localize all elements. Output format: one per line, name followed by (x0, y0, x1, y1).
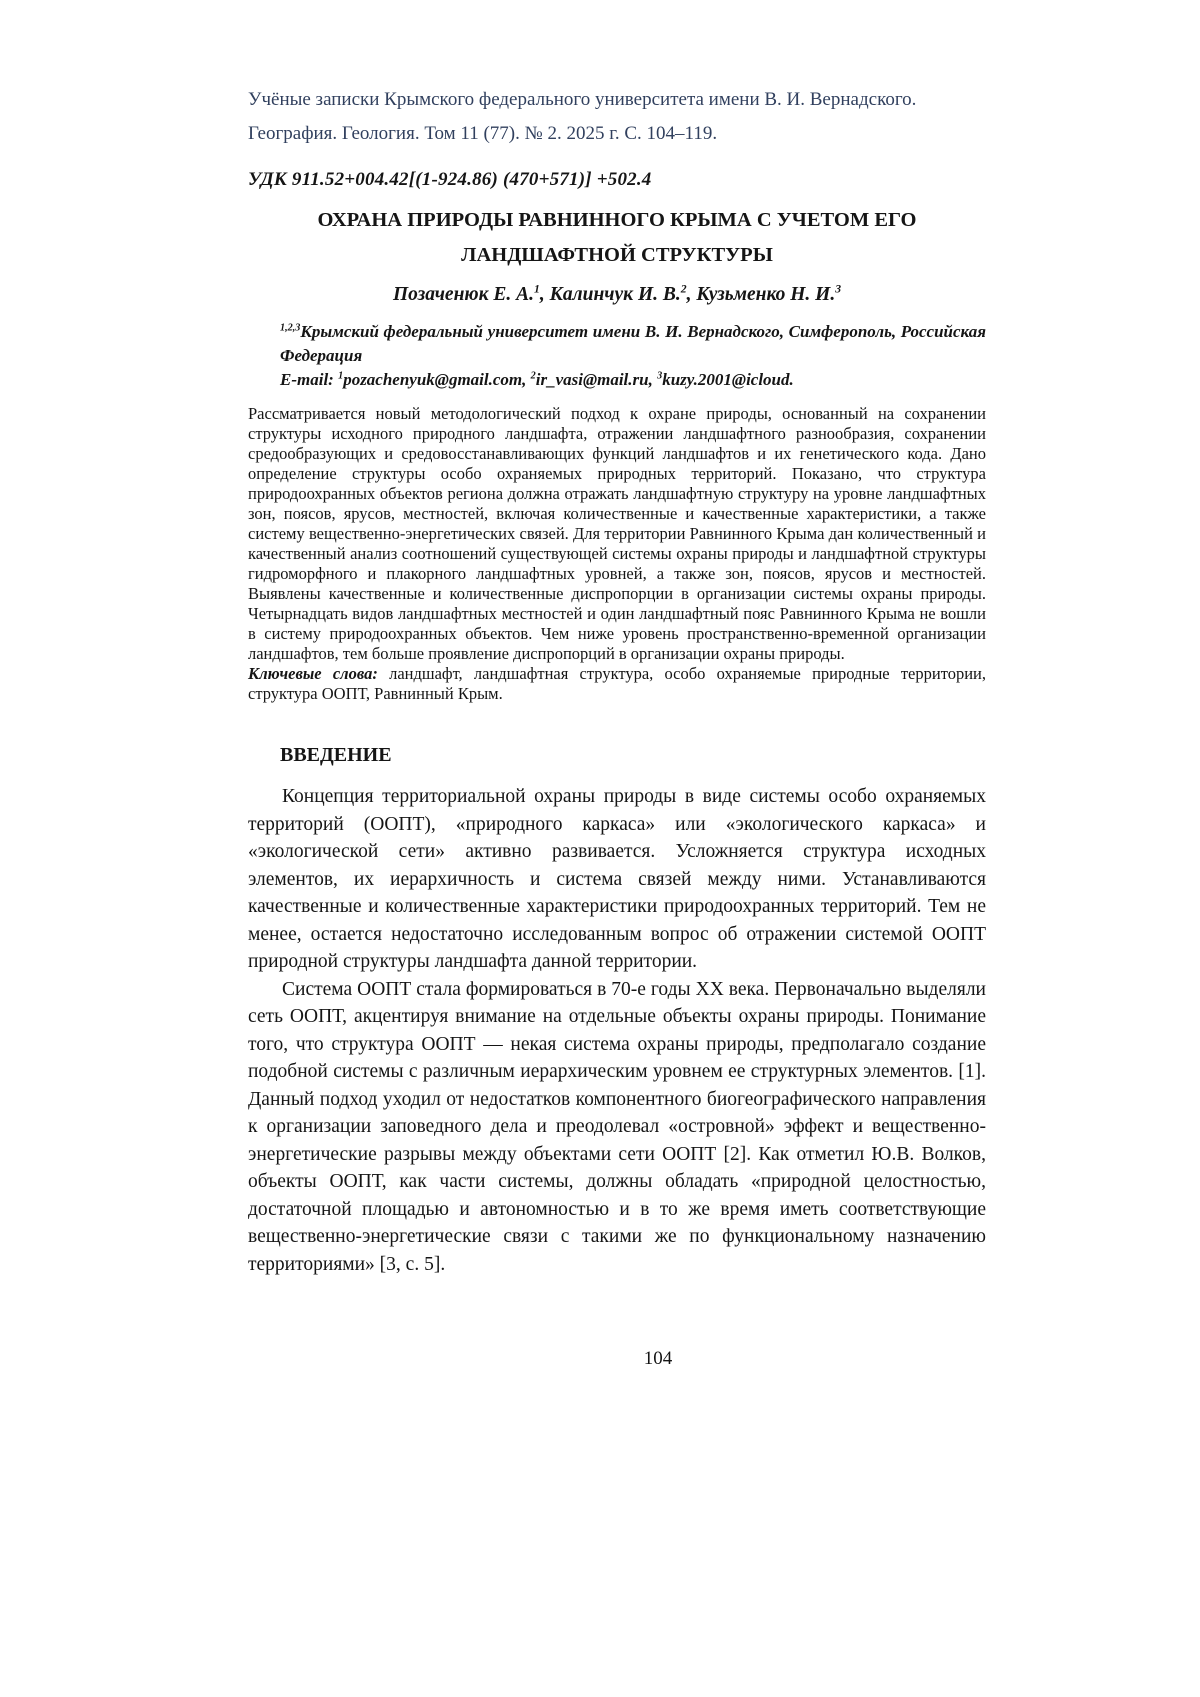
paragraph: Концепция территориальной охраны природы в виде системы особо охраняемых территорий (ООПТ), «природного каркаса» или «экологического каркаса» и «экологической сети» активно развивается. Усложняется структура исходных элементов, их иерархичность и система связей между ними. Устанавливаются качественные и количественные характеристики природоохранных территорий. Тем не менее, остается недостаточно исследованным вопрос об отражении системой ООПТ природной структуры ландшафта данной территории. (248, 786, 986, 972)
author-superscript: 3 (835, 282, 842, 296)
author-name: Калинчук И. В. (549, 284, 681, 305)
page-content (248, 83, 986, 1278)
keywords-line (248, 664, 986, 704)
author-superscript: 1 (534, 282, 540, 296)
udc-line: УДК 911.52+004.42[(1-924.86) (470+571)] +502.4 (248, 169, 652, 190)
journal-header (248, 83, 986, 151)
email-line (280, 368, 986, 392)
section-body (248, 783, 986, 1278)
journal-header-line1: Учёные записки Крымского федерального университета имени В. И. Вернадского. (248, 89, 917, 110)
page-number: 104 (643, 1348, 673, 1369)
paragraph: Система ООПТ стала формироваться в 70-е годы XX века. Первоначально выделяли сеть ООПТ, акцентируя внимание на отдельные объекты охраны природы. Понимание того, что структура ООПТ — некая система охраны природы, предполагало создание подобной системы с различным иерархическим уровнем ее структурных элементов. [1]. Данный подход уходил от недостатков компонентного биогеографического направления к организации заповедного дела и преодолевал «островной» эффект и вещественно-энергетические разрывы между объектами сети ООПТ [2]. Как отметил Ю.В. Волков, объекты ООПТ, как части системы, должны обладать «природной целостностью, достаточной площадью и автономностью и в то же время иметь соответствующие вещественно-энергетические связи с такими же по функциональному назначению территориями» [3, с. 5]. (248, 978, 986, 1275)
email-superscript: 3 (657, 370, 663, 382)
journal-header-line2: География. Геология. Том 11 (77). № 2. 2025 г. С. 104–119. (248, 123, 718, 144)
section-heading-introduction: ВВЕДЕНИЕ (280, 744, 392, 766)
affiliation-line (280, 320, 986, 368)
email-superscript: 2 (530, 370, 536, 382)
author-superscript: 2 (680, 282, 687, 296)
author-name: Позаченюк Е. А. (392, 284, 535, 305)
keywords-label: Ключевые слова: (248, 664, 378, 683)
article-title-line1: ОХРАНА ПРИРОДЫ РАВНИННОГО КРЫМА С УЧЕТОМ ЕГО (317, 209, 917, 231)
article-title-line2: ЛАНДШАФТНОЙ СТРУКТУРЫ (461, 244, 773, 266)
email-label: E-mail: (280, 370, 339, 389)
email-superscript: 1 (338, 370, 344, 382)
authors-line (248, 281, 986, 308)
abstract-text: Рассматривается новый методологический подход к охране природы, основанный на сохранении структуры исходного природного ландшафта, отражении ландшафтного разнообразия, сохранении средообразующих и средовосстанавливающих функций ландшафтов и их генетического кода. Дано определение структуры особо охраняемых природных территорий. Показано, что структура природоохранных объектов региона должна отражать ландшафтную структуру на уровне ландшафтных зон, поясов, ярусов, местностей, включая количественные и качественные характеристики, а также систему вещественно-энергетических связей. Для территории Равнинного Крыма дан количественный и качественный анализ соотношений существующей системы охраны природы и ландшафтной структуры гидроморфного и плакорного ландшафтных уровней, а также зон, поясов, ярусов и местностей. Выявлены качественные и количественные диспропорции в организации системы охраны природы. Четырнадцать видов ландшафтных местностей и один ландшафтный пояс Равнинного Крыма не вошли в систему природоохранных объектов. Чем ниже уровень пространственно-временной организации ландшафтов, тем больше проявление диспропорций в организации охраны природы. (248, 404, 986, 663)
email-address: pozachenyuk@gmail.com, (343, 370, 531, 389)
author-name: Кузьменко Н. И. (696, 284, 836, 305)
email-address: kuzy.2001@icloud. (662, 370, 794, 389)
keywords-text: ландшафт, ландшафтная структура, особо охраняемые природные территории, структура ООПТ, Равнинный Крым. (248, 664, 986, 703)
affiliation-superscript: 1,2,3 (280, 322, 301, 334)
author-separator: , (539, 284, 550, 305)
author-separator: , (686, 284, 697, 305)
email-address: ir_vasi@mail.ru, (535, 370, 658, 389)
affiliation-text: Крымский федеральный университет имени В. И. Вернадского, Симферополь, Российская Федерация (280, 322, 986, 365)
article-title (248, 203, 986, 273)
abstract-block (248, 404, 986, 704)
